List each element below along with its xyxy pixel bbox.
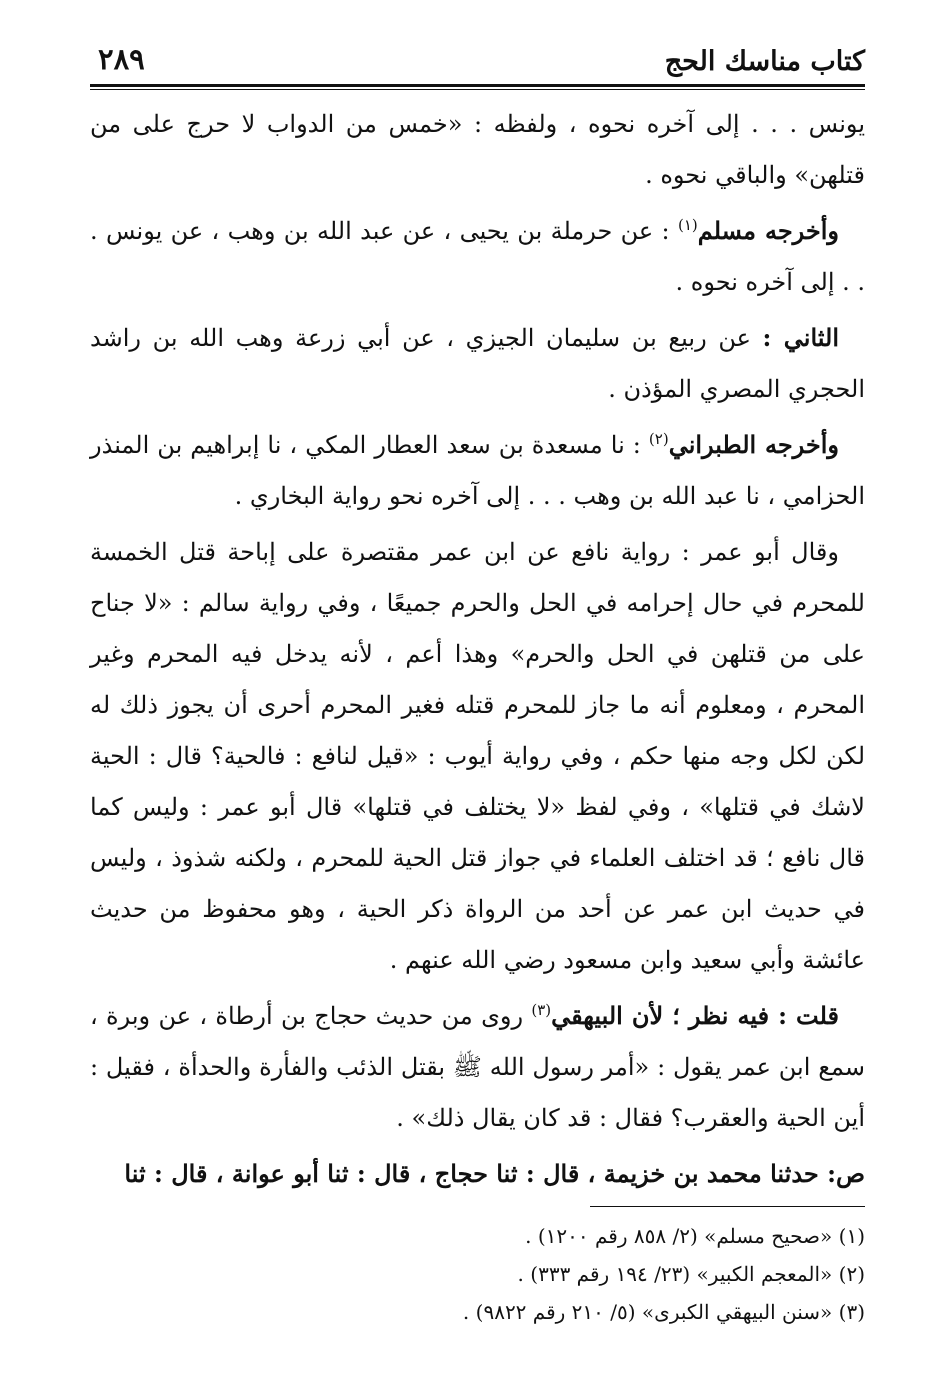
paragraph-7 xyxy=(90,1148,865,1200)
paragraph-1 xyxy=(90,98,865,201)
footnote-ref: (١) xyxy=(677,216,698,234)
paragraph-5 xyxy=(90,526,865,986)
paragraph-lead: الثاني : xyxy=(762,323,839,352)
main-text xyxy=(90,98,865,1200)
page xyxy=(90,36,865,1331)
paragraph-4 xyxy=(90,419,865,522)
paragraph-text: : عن حرملة بن يحيى ، عن عبد الله بن وهب ، عن يونس . . . إلى آخره نحوه . xyxy=(90,217,865,296)
paragraph-text: يونس . . . إلى آخره نحوه ، ولفظه : «خمس من الدواب لا حرج على من قتلهن» والباقي نحوه . xyxy=(90,110,865,189)
header-rule xyxy=(90,84,865,90)
paragraph-lead: وأخرجه الطبراني xyxy=(668,430,839,459)
footnote-separator xyxy=(590,1206,865,1207)
footnote-2: (٢) «المعجم الكبير» (٢٣/ ١٩٤ رقم ٣٣٣) . xyxy=(517,1262,865,1286)
paragraph-6 xyxy=(90,990,865,1144)
footnote-ref: (٢) xyxy=(648,430,669,448)
footnote-3: (٣) «سنن البيهقي الكبرى» (٥/ ٢١٠ رقم ٩٨٢٢) . xyxy=(462,1300,865,1324)
paragraph-text: وقال أبو عمر : رواية نافع عن ابن عمر مقتصرة على إباحة قتل الخمسة للمحرم في حال إحرامه في الحل والحرم جميعًا ، وفي رواية سالم : «لا جناح على من قتلهن في الحل والحرم» وهذا أعم ، لأنه يدخل فيه المحرم وغير المحرم ، ومعلوم أنه ما جاز للمحرم قتله فغير المحرم أحرى أن يجوز ذلك له لكن لكل وجه منها حكم ، وفي رواية أيوب : «قيل لنافع : فالحية؟ قال : الحية لاشك في قتلها» ، وفي لفظ «لا يختلف في قتلها» قال أبو عمر : وليس كما قال نافع ؛ قد اختلف العلماء في جواز قتل الحية للمحرم ، ولكنه شذوذ ، وليس في حديث ابن عمر عن أحد من الرواة ذكر الحية ، وهو محفوظ من حديث عائشة وأبي سعيد وابن مسعود رضي الله عنهم . xyxy=(90,538,865,974)
paragraph-lead: وأخرجه مسلم xyxy=(697,216,840,245)
footnote-1: (١) «صحيح مسلم» (٢/ ٨٥٨ رقم ١٢٠٠) . xyxy=(525,1224,865,1248)
paragraph-text: عن ربيع بن سليمان الجيزي ، عن أبي زرعة وهب الله بن راشد الحجري المصري المؤذن . xyxy=(90,324,865,403)
page-number: ٢٨٩ xyxy=(98,42,145,76)
footnote-ref: (٣) xyxy=(531,1001,552,1019)
paragraph-lead: قلت : فيه نظر ؛ لأن البيهقي xyxy=(551,1001,839,1030)
paragraph-text: روى من حديث حجاج بن أرطاة ، عن وبرة ، سمع ابن عمر يقول : «أمر رسول الله ﷺ بقتل الذئب والفأرة والحدأة ، فقيل : أين الحية والعقرب؟ فقال : قد كان يقال ذلك» . xyxy=(90,1002,865,1132)
paragraph-2 xyxy=(90,205,865,308)
paragraph-text: : نا مسعدة بن سعد العطار المكي ، نا إبراهيم بن المنذر الحزامي ، نا عبد الله بن وهب . . . إلى آخره نحو رواية البخاري . xyxy=(90,431,865,510)
page-header xyxy=(90,36,865,84)
paragraph-lead: ص: حدثنا محمد بن خزيمة ، قال : ثنا حجاج ، قال : ثنا أبو عوانة ، قال : ثنا xyxy=(124,1159,865,1188)
footnotes xyxy=(90,1217,865,1331)
paragraph-3 xyxy=(90,312,865,415)
book-title: كتاب مناسك الحج xyxy=(664,46,865,77)
